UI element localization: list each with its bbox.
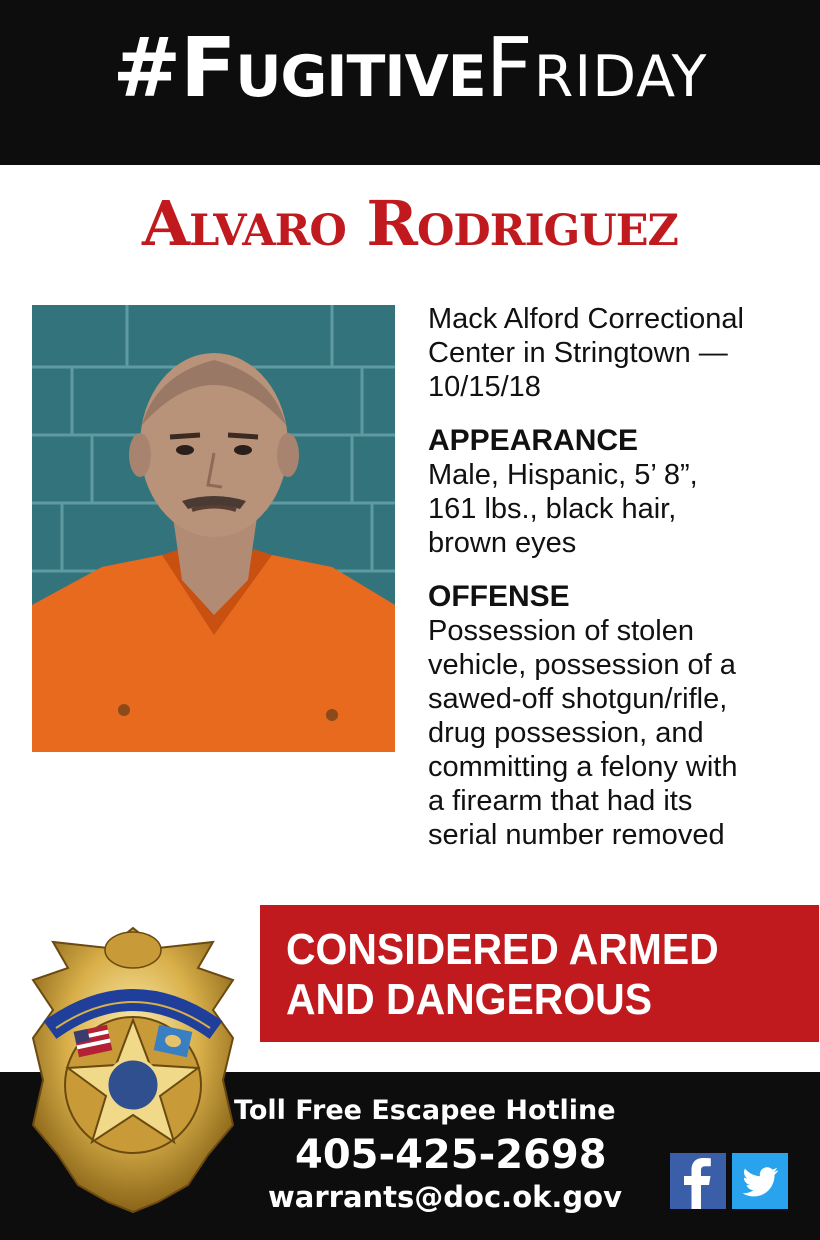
fugitive-name: Alvaro Rodriguez <box>142 187 678 260</box>
hotline-email: warrants@doc.ok.gov <box>268 1180 623 1214</box>
fugitive-info <box>428 302 808 852</box>
offense-heading: OFFENSE <box>428 580 570 613</box>
escape-location-line: Center in Stringtown — <box>428 337 728 369</box>
hotline-label: Toll Free Escapee Hotline <box>234 1095 616 1126</box>
appearance-line: Male, Hispanic, 5’ 8”, <box>428 459 698 491</box>
warning-line: CONSIDERED ARMED <box>286 925 719 974</box>
offense-line: vehicle, possession of a <box>428 649 736 681</box>
banner-title-light: Friday <box>485 21 708 116</box>
mugshot-photo <box>32 305 395 752</box>
offense-line: committing a felony with <box>428 751 738 783</box>
offense-line: serial number removed <box>428 819 725 851</box>
offense-line: a firearm that had its <box>428 785 693 817</box>
escape-date: 10/15/18 <box>428 371 541 403</box>
escape-location-line: Mack Alford Correctional <box>428 303 744 335</box>
warning-banner <box>260 905 819 1042</box>
appearance-heading: APPEARANCE <box>428 424 639 457</box>
warning-line: AND DANGEROUS <box>286 975 653 1024</box>
offense-line: drug possession, and <box>428 717 704 749</box>
hotline-phone-number: 405-425-2698 <box>295 1132 607 1178</box>
department-of-corrections-badge-icon <box>28 920 238 1215</box>
twitter-icon[interactable] <box>732 1153 788 1209</box>
banner-title <box>0 21 820 116</box>
banner-title-bold: #Fugitive <box>112 21 486 116</box>
facebook-icon[interactable] <box>670 1153 726 1209</box>
warning-text <box>286 925 719 1025</box>
appearance-line: brown eyes <box>428 527 577 559</box>
offense-line: Possession of stolen <box>428 615 694 647</box>
offense-line: sawed-off shotgun/rifle, <box>428 683 728 715</box>
appearance-line: 161 lbs., black hair, <box>428 493 677 525</box>
